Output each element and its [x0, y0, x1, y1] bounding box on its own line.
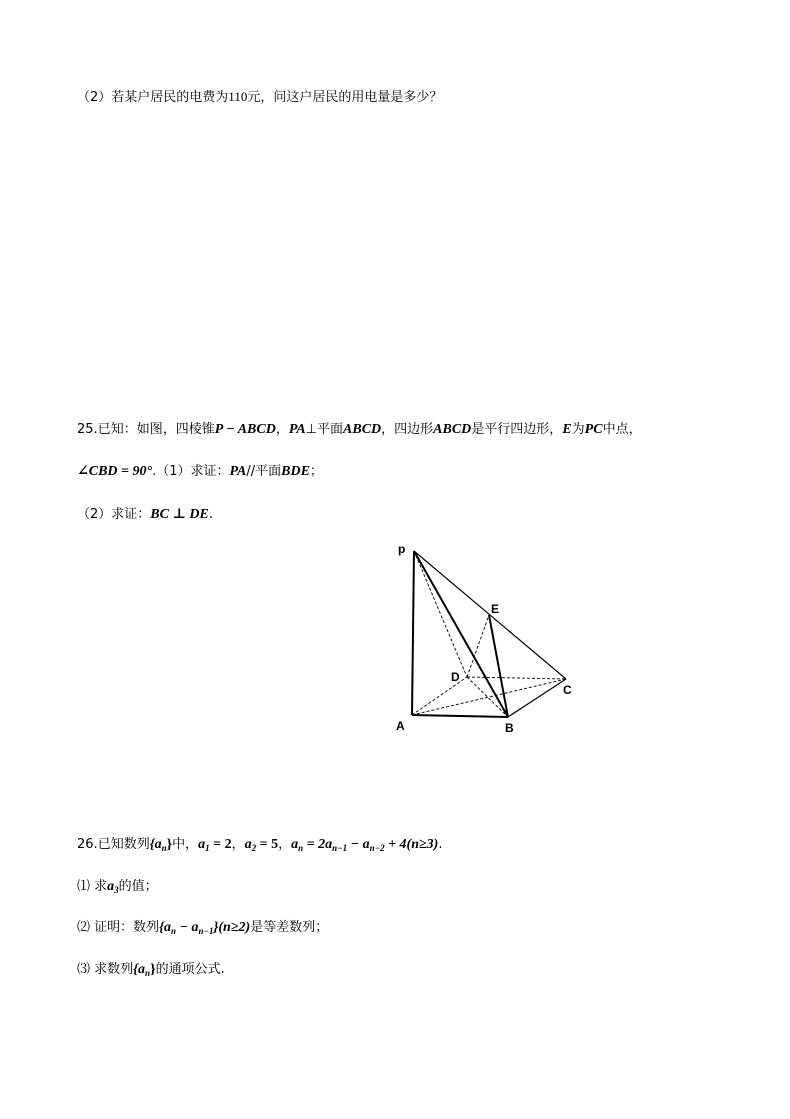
q26-sep-1: ，	[231, 837, 245, 852]
q25-text-7: //平面	[246, 464, 282, 479]
q26-rec-a: a	[291, 837, 299, 852]
q25-text-9: .	[208, 507, 213, 522]
q26-part3-close: }	[150, 962, 156, 977]
q26-rec-sub-n1: n−1	[332, 843, 348, 853]
q26-rec-sub-n: n	[298, 843, 304, 853]
q26-part2-expr-b: − a	[176, 920, 199, 935]
q26-part3-text: 求数列	[94, 962, 134, 977]
q24-part2-label: （2）	[77, 90, 112, 105]
q26-part1-a: a	[107, 879, 115, 894]
edge-de	[467, 615, 489, 677]
q26-part2-text: 证明：数列	[94, 920, 160, 935]
q26-rec-mid-1: = 2a	[303, 837, 333, 852]
q26-part2-sub-2: n−1	[198, 926, 214, 936]
edge-pa	[412, 551, 414, 715]
q25-line1	[77, 420, 642, 440]
q25-sep-1: ，	[275, 422, 289, 437]
q26-rec-mid-2: − a	[347, 837, 370, 852]
q26-number: 26.	[77, 837, 98, 852]
q25-line3	[77, 505, 213, 525]
q25-angle: ∠CBD = 90°	[77, 464, 153, 479]
label-e: E	[491, 602, 500, 616]
label-b: B	[505, 721, 514, 735]
q26-a1: a	[198, 837, 206, 852]
q25-bde: BDE	[281, 464, 310, 479]
q25-pa-2: PA	[229, 464, 247, 479]
q25-perp-plane: ⊥平面	[305, 422, 344, 437]
edge-dc	[467, 677, 566, 679]
q26-text-1: 已知数列	[97, 837, 150, 852]
q26-part1-sub: 3	[114, 885, 119, 895]
q26-part2-tail: 是等差数列；	[250, 920, 329, 935]
q25-pa: PA	[288, 422, 306, 437]
q26-a2: a	[244, 837, 252, 852]
q26-part2	[77, 918, 328, 941]
q26-a2-value: = 5	[256, 837, 279, 852]
q26-part1-tail: 的值；	[118, 879, 158, 894]
q25-text-5: 中点，	[602, 422, 642, 437]
q25-pyramid: P − ABCD	[214, 422, 276, 437]
q24-amount: 110	[228, 89, 248, 104]
q26-rec-tail: + 4(n≥3)	[384, 837, 439, 852]
q26-part1	[77, 877, 158, 900]
q25-text-3: 是平行四边形，	[471, 422, 563, 437]
q25-pc: PC	[584, 422, 603, 437]
q26-a2-sub: 2	[251, 843, 257, 853]
edge-ab	[412, 715, 508, 717]
q26-text-2: 中，	[172, 837, 199, 852]
q26-part3	[77, 960, 225, 983]
pyramid-figure	[380, 535, 600, 745]
q26-seq-sub: n	[161, 843, 167, 853]
q26-seq-open: {a	[149, 837, 162, 852]
label-d: D	[451, 670, 460, 684]
q25-line2	[77, 462, 323, 482]
q25-text-2: ，四边形	[381, 422, 434, 437]
q25-abcd-1: ABCD	[343, 422, 382, 437]
q26-rec-sub-n2: n−2	[369, 843, 385, 853]
q25-number: 25.	[77, 422, 98, 437]
q26-a1-value: = 2	[209, 837, 232, 852]
q26-text-3: .	[438, 837, 443, 852]
q25-text-8: ；	[309, 464, 323, 479]
q26-part3-label: ⑶	[77, 962, 91, 977]
q25-e: E	[562, 422, 572, 437]
q26-sep-2: ，	[278, 837, 292, 852]
q24-part2-text-b: 元，问这户居民的用电量是多少？	[247, 90, 443, 105]
q26-part1-text: 求	[94, 879, 108, 894]
q26-line1	[77, 835, 442, 858]
q25-abcd-2: ABCD	[433, 422, 472, 437]
q26-a1-sub: 1	[205, 843, 210, 853]
q24-part2-text-a: 若某户居民的电费为	[111, 90, 229, 105]
edge-bc	[508, 679, 566, 717]
label-a: A	[396, 719, 405, 733]
q25-text-1: 已知：如图，四棱锥	[97, 422, 215, 437]
q26-part3-a: {a	[133, 962, 146, 977]
label-p: p	[398, 542, 406, 556]
q26-part2-sub-1: n	[171, 926, 177, 936]
q25-text-6: .（1）求证：	[152, 464, 230, 479]
q25-part2-label: （2）求证：	[77, 507, 151, 522]
label-c: C	[563, 683, 572, 697]
q25-text-4: 为	[571, 422, 585, 437]
q25-bc-de: BC ⊥ DE	[150, 507, 209, 522]
q26-part3-tail: 的通项公式.	[155, 962, 225, 977]
edge-pb	[414, 551, 508, 717]
q26-part1-label: ⑴	[77, 879, 91, 894]
q24-part2	[77, 87, 442, 108]
q26-part2-expr-a: {a	[159, 920, 172, 935]
q26-part2-label: ⑵	[77, 920, 91, 935]
q26-seq-close: }	[166, 837, 173, 852]
q26-part3-sub: n	[145, 968, 151, 978]
edge-pd	[414, 551, 467, 677]
q26-part2-expr-c: }(n≥2)	[213, 920, 251, 935]
